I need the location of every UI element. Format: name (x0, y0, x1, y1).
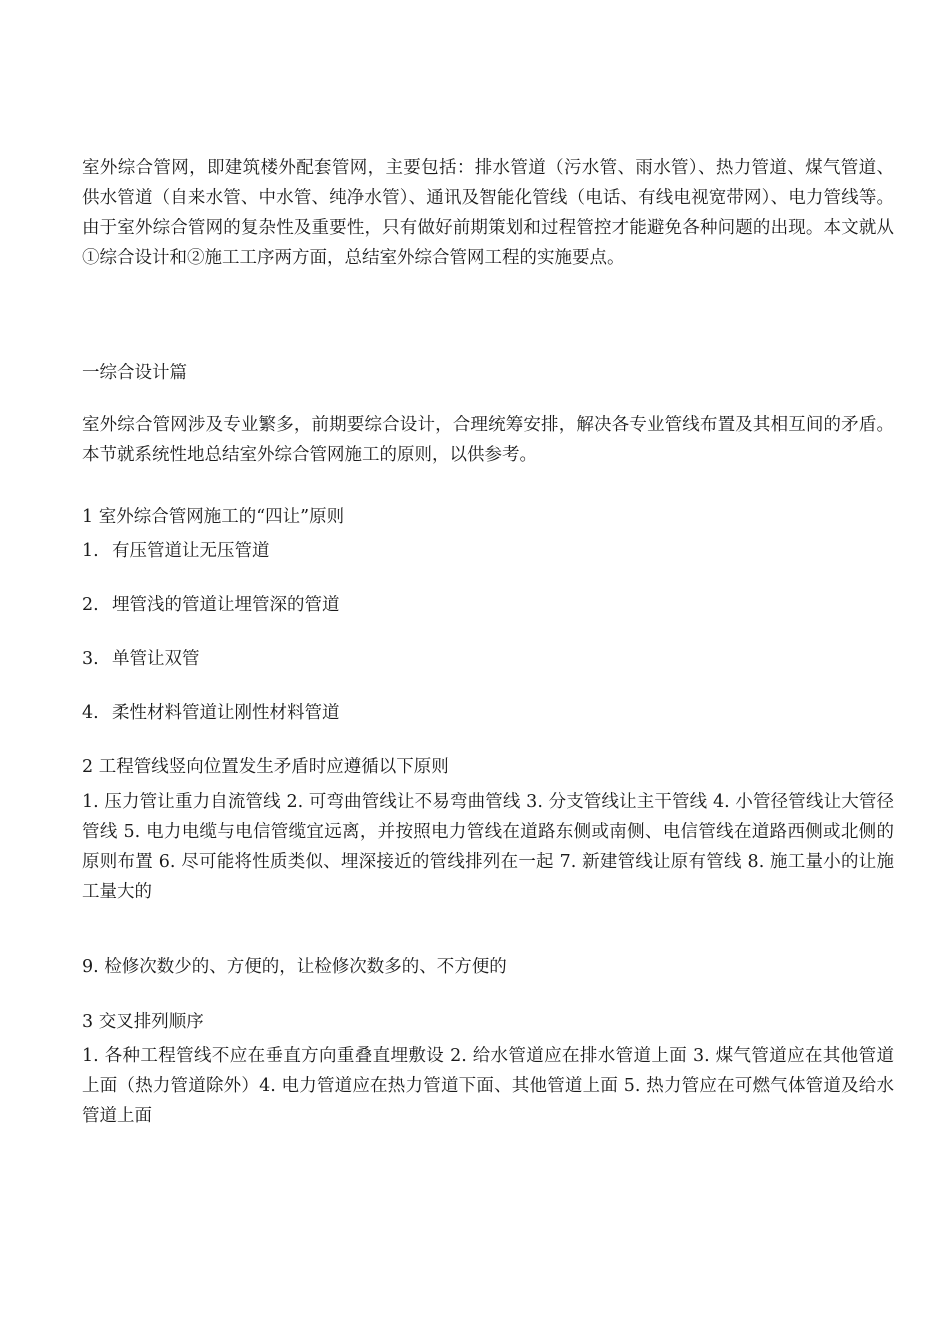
subsection-heading-cross-order: 3 交叉排列顺序 (82, 1012, 204, 1032)
rule-item (82, 644, 894, 674)
rule-item (82, 536, 894, 566)
rule-number: 4. (82, 703, 99, 723)
rule-text: 柔性材料管道让刚性材料管道 (112, 703, 340, 723)
rule-item (82, 590, 894, 620)
section-heading-design: 一综合设计篇 (82, 363, 187, 383)
rule-text: 埋管浅的管道让埋管深的管道 (112, 595, 340, 615)
rule-number: 2. (82, 595, 99, 615)
cross-order-rules: 1. 各种工程管线不应在垂直方向重叠直埋敷设 2. 给水管道应在排水管道上面 3. 煤气管道应在其他管道上面（热力管道除外）4. 电力管道应在热力管道下面、其他管道上面 5. 热力管应在可燃气体管道及给水管道上面 (82, 1046, 894, 1126)
subsection-heading-four-rules: 1 室外综合管网施工的“四让”原则 (82, 507, 345, 527)
section-intro-paragraph: 室外综合管网涉及专业繁多，前期要综合设计，合理统筹安排，解决各专业管线布置及其相互间的矛盾。本节就系统性地总结室外综合管网施工的原则，以供参考。 (82, 415, 894, 465)
rule-number: 1. (82, 541, 99, 561)
vertical-conflict-rules: 1. 压力管让重力自流管线 2. 可弯曲管线让不易弯曲管线 3. 分支管线让主干管线 4. 小管径管线让大管径管线 5. 电力电缆与电信管缆宜远离，并按照电力管线在道路东侧或南侧、电信管线在道路西侧或北侧的原则布置 6. 尽可能将性质类似、埋深接近的管线排列在一起 7. 新建管线让原有管线 8. 施工量小的让施工量大的 (82, 792, 894, 902)
intro-paragraph: 室外综合管网，即建筑楼外配套管网，主要包括：排水管道（污水管、雨水管）、热力管道、煤气管道、供水管道（自来水管、中水管、纯净水管）、通讯及智能化管线（电话、有线电视宽带网）、电力管线等。由于室外综合管网的复杂性及重要性，只有做好前期策划和过程管控才能避免各种问题的出现。本文就从①综合设计和②施工工序两方面，总结室外综合管网工程的实施要点。 (82, 158, 894, 268)
rule-text: 单管让双管 (112, 649, 200, 669)
subsection-heading-vertical-conflict: 2 工程管线竖向位置发生矛盾时应遵循以下原则 (82, 757, 449, 777)
vertical-conflict-last-rule: 9. 检修次数少的、方便的，让检修次数多的、不方便的 (82, 957, 507, 977)
rule-text: 有压管道让无压管道 (112, 541, 270, 561)
rule-number: 3. (82, 649, 99, 669)
rule-item (82, 698, 894, 728)
